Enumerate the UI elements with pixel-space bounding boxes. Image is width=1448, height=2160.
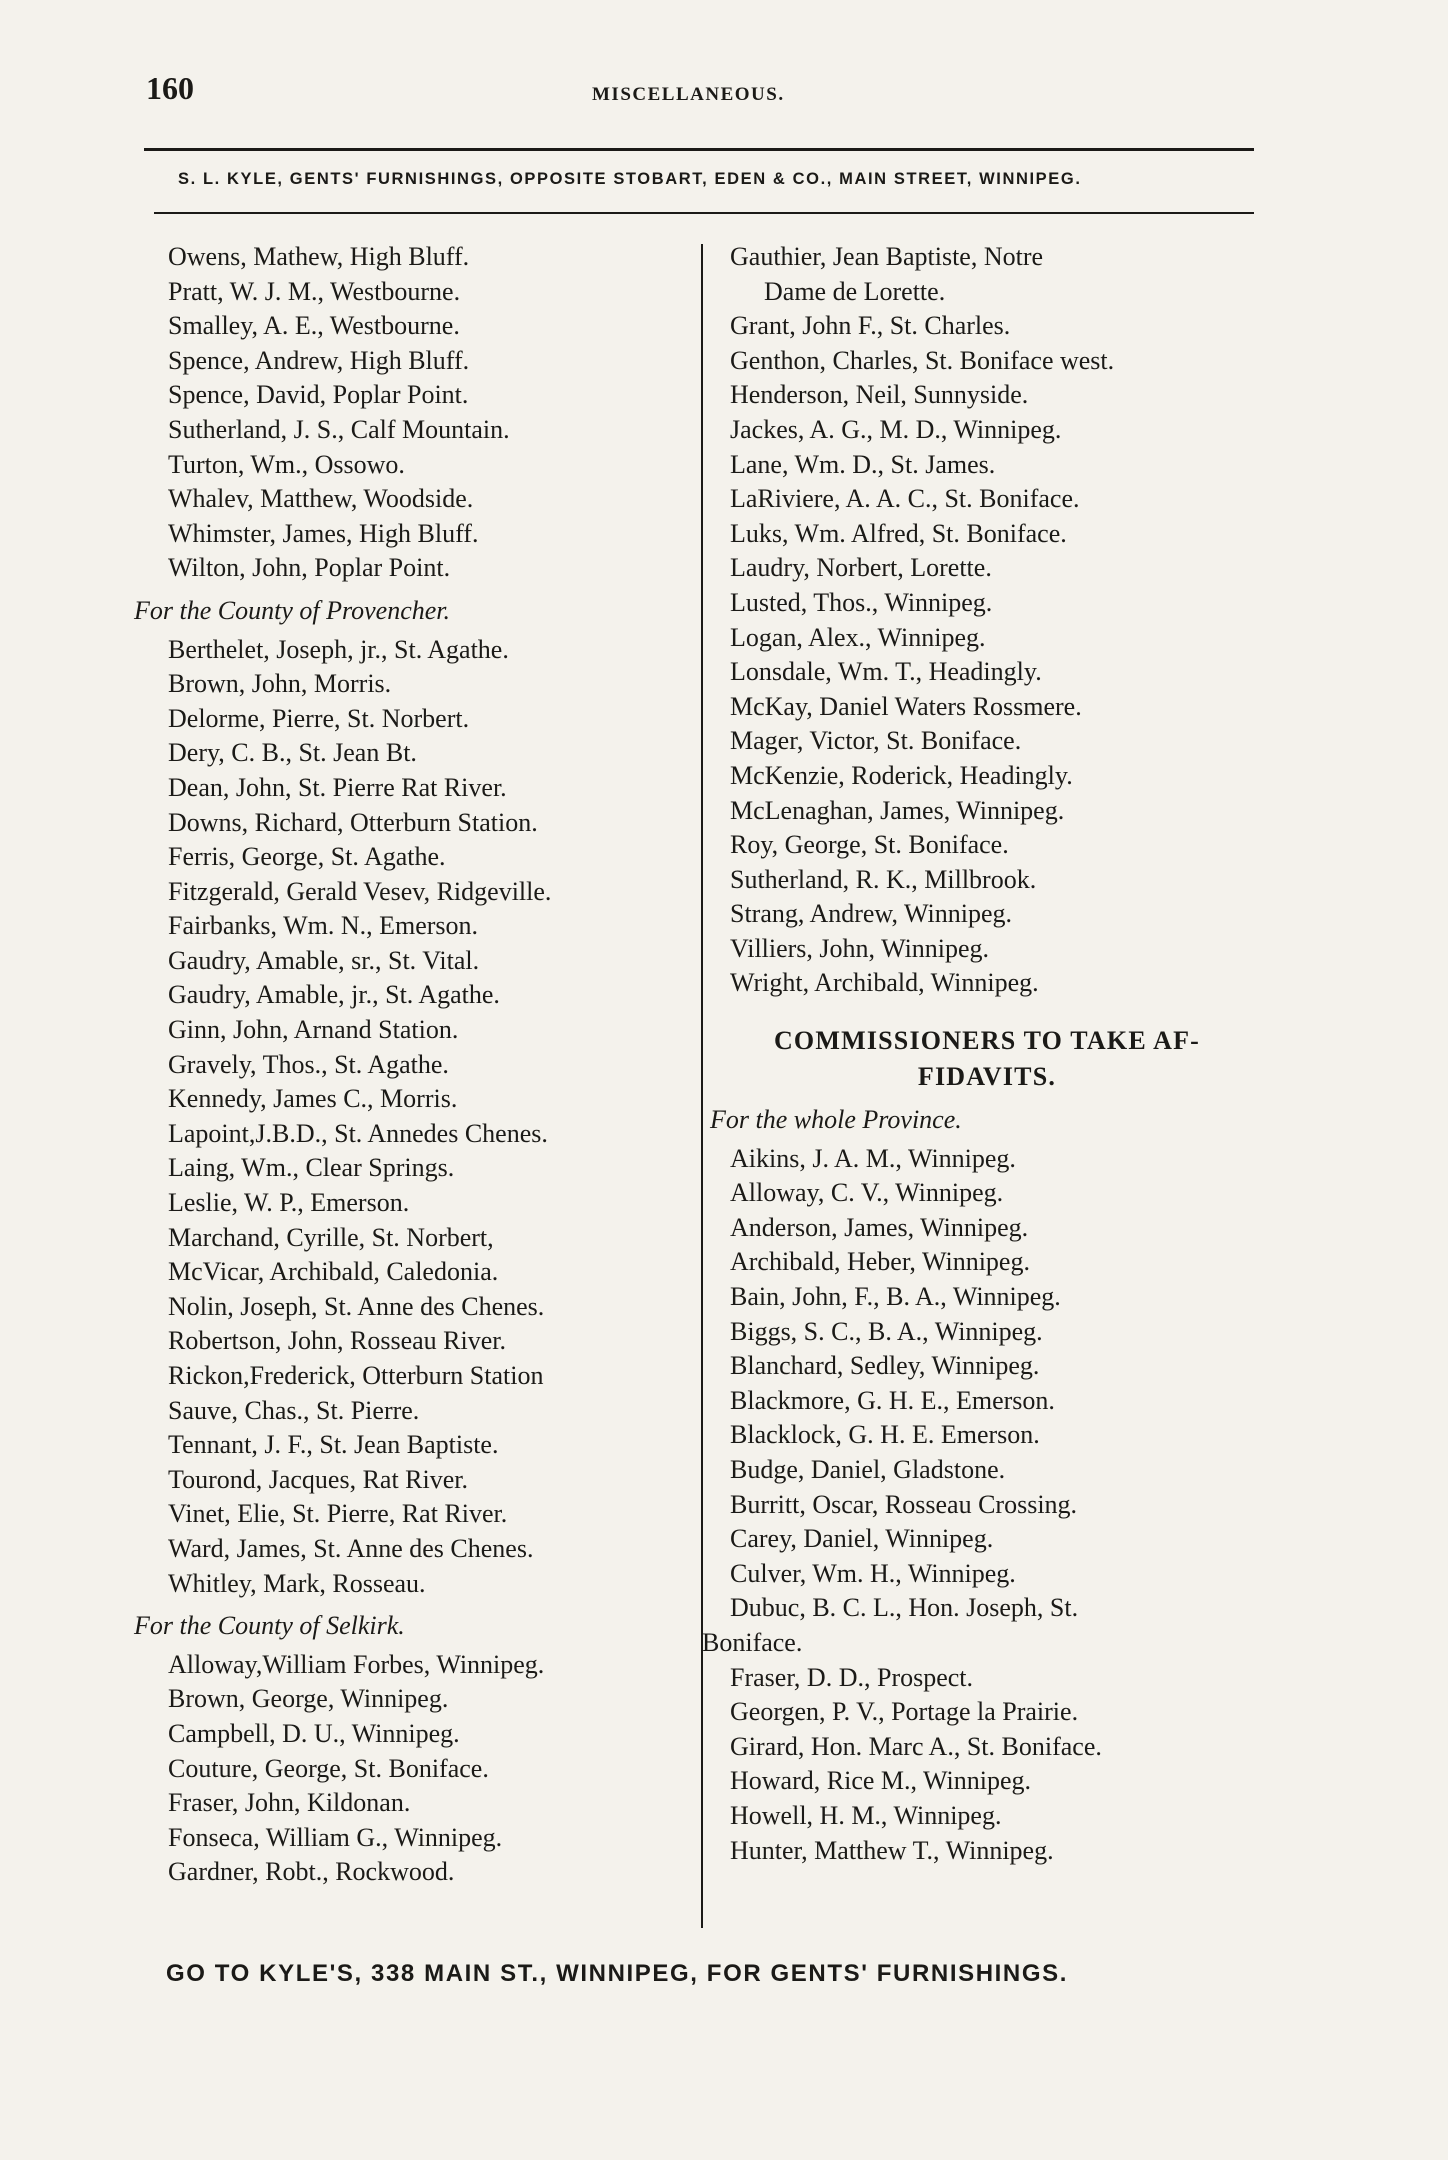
- list-item: Ginn, John, Arnand Station.: [168, 1015, 459, 1045]
- list-item: Sutherland, R. K., Millbrook.: [730, 864, 1037, 894]
- commissioners-heading-line1: COMMISSIONERS TO TAKE AF-: [773, 1026, 1201, 1056]
- list-item: Boniface.: [702, 1627, 803, 1657]
- commissioners-heading: [704, 1023, 1270, 1095]
- list-item: Pratt, W. J. M., Westbourne.: [168, 276, 461, 306]
- list-item: Ward, James, St. Anne des Chenes.: [168, 1533, 534, 1563]
- running-head: MISCELLANEOUS.: [592, 84, 785, 105]
- list-item: Hunter, Matthew T., Winnipeg.: [730, 1835, 1054, 1865]
- list-item: Dery, C. B., St. Jean Bt.: [168, 738, 417, 768]
- list-item: Couture, George, St. Boniface.: [168, 1753, 489, 1783]
- list-item: Smalley, A. E., Westbourne.: [168, 311, 460, 341]
- list-item: Budge, Daniel, Gladstone.: [730, 1455, 1006, 1484]
- page-number: 160: [146, 70, 194, 106]
- list-item: Blackmore, G. H. E., Emerson.: [730, 1385, 1055, 1415]
- list-item: Laudry, Norbert, Lorette.: [730, 553, 992, 583]
- list-item: LaRiviere, A. A. C., St. Boniface.: [730, 484, 1080, 514]
- commissioners-heading-line2: FIDAVITS.: [917, 1062, 1057, 1092]
- provencher-heading: For the County of Provencher.: [134, 595, 451, 625]
- list-item: Laing, Wm., Clear Springs.: [168, 1153, 455, 1183]
- province-heading: For the whole Province.: [710, 1105, 962, 1135]
- list-item: Wright, Archibald, Winnipeg.: [730, 968, 1039, 998]
- list-item: Brown, George, Winnipeg.: [168, 1684, 449, 1714]
- list-item: Dubuc, B. C. L., Hon. Joseph, St.: [730, 1593, 1079, 1623]
- list-item: McKay, Daniel Waters Rossmere.: [730, 691, 1082, 721]
- list-item: Fitzgerald, Gerald Vesev, Ridgeville.: [168, 876, 552, 906]
- list-item: McVicar, Archibald, Caledonia.: [168, 1257, 499, 1287]
- list-item: Owens, Mathew, High Bluff.: [168, 242, 470, 271]
- left-column: [134, 240, 688, 1890]
- list-item: Girard, Hon. Marc A., St. Boniface.: [730, 1731, 1102, 1761]
- list-item: Gravely, Thos., St. Agathe.: [168, 1049, 449, 1079]
- list-item: Villiers, John, Winnipeg.: [730, 933, 990, 963]
- list-item: Whitley, Mark, Rosseau.: [168, 1568, 426, 1598]
- list-item: Vinet, Elie, St. Pierre, Rat River.: [168, 1499, 508, 1529]
- list-item: Jackes, A. G., M. D., Winnipeg.: [730, 414, 1062, 444]
- list-item: Biggs, S. C., B. A., Winnipeg.: [730, 1316, 1043, 1346]
- list-item: Lapoint,J.B.D., St. Annedes Chenes.: [168, 1118, 548, 1148]
- list-item: Tourond, Jacques, Rat River.: [168, 1464, 469, 1494]
- list-item: Rickon,Frederick, Otterburn Station: [168, 1361, 544, 1390]
- list-item: Dame de Lorette.: [764, 276, 946, 306]
- list-item: Henderson, Neil, Sunnyside.: [730, 380, 1029, 410]
- list-item: Delorme, Pierre, St. Norbert.: [168, 703, 470, 733]
- list-item: Culver, Wm. H., Winnipeg.: [730, 1558, 1016, 1588]
- list-item: Alloway,William Forbes, Winnipeg.: [168, 1649, 545, 1679]
- list-item: Gaudry, Amable, sr., St. Vital.: [168, 945, 480, 975]
- list-item: Whimster, James, High Bluff.: [168, 518, 479, 548]
- list-item: Marchand, Cyrille, St. Norbert,: [168, 1222, 494, 1252]
- list-item: Mager, Victor, St. Boniface.: [730, 726, 1022, 756]
- footer-advertisement: GO TO KYLE'S, 338 MAIN ST., WINNIPEG, FOR GENTS' FURNISHINGS.: [166, 1960, 1068, 1987]
- list-item: Fairbanks, Wm. N., Emerson.: [168, 911, 479, 941]
- column-divider: [701, 244, 703, 1928]
- list-item: Burritt, Oscar, Rosseau Crossing.: [730, 1489, 1078, 1519]
- list-item: Gauthier, Jean Baptiste, Notre: [730, 242, 1044, 271]
- list-item: Ferris, George, St. Agathe.: [168, 842, 446, 872]
- left-top-list: [168, 240, 688, 586]
- list-item: Wilton, John, Poplar Point.: [168, 553, 451, 583]
- list-item: Whalev, Matthew, Woodside.: [168, 484, 474, 514]
- list-item: Gaudry, Amable, jr., St. Agathe.: [168, 980, 500, 1010]
- list-item: Lonsdale, Wm. T., Headingly.: [730, 657, 1042, 687]
- list-item: Spence, David, Poplar Point.: [168, 380, 469, 410]
- list-item: Alloway, C. V., Winnipeg.: [730, 1178, 1004, 1208]
- list-item: Sutherland, J. S., Calf Mountain.: [168, 414, 510, 444]
- selkirk-list: [168, 1648, 688, 1890]
- list-item: Gardner, Robt., Rockwood.: [168, 1857, 455, 1887]
- list-item: Genthon, Charles, St. Boniface west.: [730, 345, 1115, 375]
- list-item: McKenzie, Roderick, Headingly.: [730, 760, 1073, 790]
- list-item: Lane, Wm. D., St. James.: [730, 449, 996, 479]
- list-item: Luks, Wm. Alfred, St. Boniface.: [730, 518, 1067, 548]
- advertisement-header: S. L. KYLE, GENTS' FURNISHINGS, OPPOSITE STOBART, EDEN & CO., MAIN STREET, WINNIPEG.: [178, 170, 1082, 188]
- list-item: Howell, H. M., Winnipeg.: [730, 1800, 1002, 1830]
- list-item: Howard, Rice M., Winnipeg.: [730, 1766, 1032, 1796]
- list-item: Downs, Richard, Otterburn Station.: [168, 807, 538, 837]
- list-item: Blacklock, G. H. E. Emerson.: [730, 1420, 1040, 1450]
- list-item: Leslie, W. P., Emerson.: [168, 1188, 410, 1218]
- province-list: [702, 1142, 1270, 1868]
- list-item: Robertson, John, Rosseau River.: [168, 1326, 506, 1356]
- list-item: Carey, Daniel, Winnipeg.: [730, 1524, 994, 1554]
- list-item: Sauve, Chas., St. Pierre.: [168, 1395, 420, 1425]
- list-item: Tennant, J. F., St. Jean Baptiste.: [168, 1430, 499, 1460]
- list-item: Blanchard, Sedley, Winnipeg.: [730, 1351, 1040, 1381]
- list-item: Spence, Andrew, High Bluff.: [168, 345, 470, 375]
- list-item: Campbell, D. U., Winnipeg.: [168, 1718, 460, 1748]
- list-item: Anderson, James, Winnipeg.: [730, 1212, 1029, 1242]
- list-item: Archibald, Heber, Winnipeg.: [730, 1247, 1030, 1277]
- list-item: Dean, John, St. Pierre Rat River.: [168, 772, 507, 802]
- right-top-list: [730, 240, 1270, 1001]
- list-item: Strang, Andrew, Winnipeg.: [730, 899, 1013, 929]
- list-item: Fraser, D. D., Prospect.: [730, 1662, 974, 1692]
- list-item: Bain, John, F., B. A., Winnipeg.: [730, 1282, 1061, 1312]
- list-item: Brown, John, Morris.: [168, 669, 392, 699]
- provencher-list: [168, 633, 688, 1602]
- list-item: Turton, Wm., Ossowo.: [168, 449, 405, 479]
- right-column: [702, 240, 1270, 1868]
- list-item: Lusted, Thos., Winnipeg.: [730, 587, 993, 617]
- header-rule: [144, 148, 1254, 151]
- list-item: Fonseca, William G., Winnipeg.: [168, 1822, 503, 1852]
- header-rule-lower: [154, 212, 1254, 214]
- list-item: McLenaghan, James, Winnipeg.: [730, 795, 1065, 825]
- list-item: Kennedy, James C., Morris.: [168, 1084, 458, 1114]
- list-item: Aikins, J. A. M., Winnipeg.: [730, 1143, 1016, 1173]
- list-item: Fraser, John, Kildonan.: [168, 1788, 411, 1818]
- list-item: Grant, John F., St. Charles.: [730, 311, 1011, 341]
- list-item: Nolin, Joseph, St. Anne des Chenes.: [168, 1291, 545, 1321]
- list-item: Berthelet, Joseph, jr., St. Agathe.: [168, 634, 509, 664]
- list-item: Roy, George, St. Boniface.: [730, 830, 1009, 860]
- list-item: Logan, Alex., Winnipeg.: [730, 622, 986, 652]
- list-item: Georgen, P. V., Portage la Prairie.: [730, 1697, 1079, 1727]
- selkirk-heading: For the County of Selkirk.: [134, 1611, 405, 1641]
